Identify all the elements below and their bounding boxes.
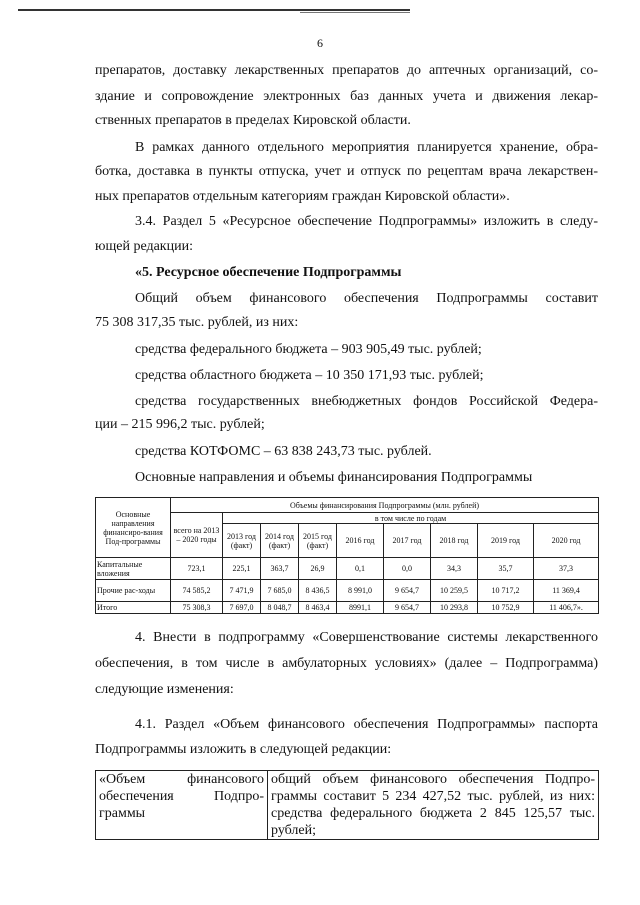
section-heading: «5. Ресурсное обеспечение Подпрограммы bbox=[135, 265, 402, 280]
table-row bbox=[96, 580, 599, 602]
text-line: 75 308 317,35 тыс. рублей, из них: bbox=[95, 315, 299, 330]
text-line: ботка, доставка в пункты отпуска, учет и отпуск по рецептам врача лекарствен- bbox=[95, 164, 598, 179]
header-volumes: Объемы финансирования Подпрограммы (млн. рублей) bbox=[171, 498, 599, 513]
page-number: 6 bbox=[317, 36, 323, 50]
table-cell: 37,3 bbox=[534, 558, 599, 580]
passport-label-line: граммы bbox=[99, 806, 146, 821]
year-header: 2013 год (факт) bbox=[223, 524, 261, 558]
table-cell: 34,3 bbox=[431, 558, 478, 580]
text-line: ственных препаратов в пределах Кировской области. bbox=[95, 113, 411, 128]
passport-table bbox=[95, 770, 599, 840]
table-cell: 8 436,5 bbox=[299, 580, 337, 602]
passport-label-cell bbox=[96, 771, 268, 840]
table-cell: 11 406,7». bbox=[534, 602, 599, 614]
passport-value-line: рублей; bbox=[271, 823, 316, 838]
header-including: в том числе по годам bbox=[223, 513, 599, 524]
passport-value-line: общий объем финансового обеспечения Подпро- bbox=[271, 772, 595, 787]
table-cell: 8 991,0 bbox=[337, 580, 384, 602]
table-cell: 9 654,7 bbox=[384, 580, 431, 602]
row-label: Прочие рас-ходы bbox=[96, 580, 171, 602]
table-cell: 26,9 bbox=[299, 558, 337, 580]
row-total: 74 585,2 bbox=[171, 580, 223, 602]
year-header: 2020 год bbox=[534, 524, 599, 558]
year-header: 2016 год bbox=[337, 524, 384, 558]
text-line: обеспечения, в том числе в амбулаторных условиях» (далее – Подпрограмма) bbox=[95, 656, 598, 671]
passport-value-line: граммы составит 5 234 427,52 тыс. рублей, из них: bbox=[271, 789, 595, 804]
year-header: 2015 год (факт) bbox=[299, 524, 337, 558]
table-row bbox=[96, 602, 599, 614]
table-cell: 8991,1 bbox=[337, 602, 384, 614]
text-line: следующие изменения: bbox=[95, 682, 234, 697]
passport-value-line: средства федерального бюджета 2 845 125,57 тыс. bbox=[271, 806, 595, 821]
text-line: 4. Внести в подпрограмму «Совершенствование системы лекарственного bbox=[135, 630, 598, 645]
passport-value-cell bbox=[268, 771, 599, 840]
year-header: 2017 год bbox=[384, 524, 431, 558]
table-cell: 10 717,2 bbox=[478, 580, 534, 602]
table-cell: 363,7 bbox=[261, 558, 299, 580]
table-cell: 225,1 bbox=[223, 558, 261, 580]
table-cell: 11 369,4 bbox=[534, 580, 599, 602]
text-line: средства областного бюджета – 10 350 171,93 тыс. рублей; bbox=[135, 368, 484, 383]
text-line: 4.1. Раздел «Объем финансового обеспечения Подпрограммы» паспорта bbox=[135, 717, 598, 732]
table-cell: 10 293,8 bbox=[431, 602, 478, 614]
financing-table bbox=[95, 497, 599, 614]
text-line: ции – 215 996,2 тыс. рублей; bbox=[95, 417, 265, 432]
table-cell: 8 463,4 bbox=[299, 602, 337, 614]
text-line: В рамках данного отдельного мероприятия планируется хранение, обра- bbox=[135, 140, 598, 155]
text-line: здание и сопровождение электронных баз данных учета и движения лекар- bbox=[95, 89, 598, 104]
top-rule-thin bbox=[300, 12, 410, 13]
text-line: ющей редакции: bbox=[95, 239, 193, 254]
table-cell: 9 654,7 bbox=[384, 602, 431, 614]
table-cell: 8 048,7 bbox=[261, 602, 299, 614]
table-cell: 35,7 bbox=[478, 558, 534, 580]
text-line: средства федерального бюджета – 903 905,49 тыс. рублей; bbox=[135, 342, 482, 357]
table-cell: 7 471,9 bbox=[223, 580, 261, 602]
table-cell: 0,0 bbox=[384, 558, 431, 580]
row-label: Капитальные вложения bbox=[96, 558, 171, 580]
passport-label-line: «Объем финансового bbox=[99, 772, 264, 787]
header-total: всего на 2013 – 2020 годы bbox=[171, 513, 223, 558]
top-rule bbox=[18, 9, 410, 11]
text-line: препаратов, доставку лекарственных препаратов до аптечных организаций, со- bbox=[95, 63, 598, 78]
table-cell: 0,1 bbox=[337, 558, 384, 580]
row-label: Итого bbox=[96, 602, 171, 614]
text-line: средства КОТФОМС – 63 838 243,73 тыс. рублей. bbox=[135, 444, 432, 459]
row-total: 723,1 bbox=[171, 558, 223, 580]
text-line: Общий объем финансового обеспечения Подпрограммы составит bbox=[135, 291, 598, 306]
table-cell: 10 259,5 bbox=[431, 580, 478, 602]
text-line: Основные направления и объемы финансирования Подпрограммы bbox=[135, 470, 533, 485]
passport-label-line: обеспечения Подпро- bbox=[99, 789, 264, 804]
table-cell: 10 752,9 bbox=[478, 602, 534, 614]
header-directions: Основные направления финансиро-вания Под-программы bbox=[96, 498, 171, 558]
text-line: Подпрограммы изложить в следующей редакции: bbox=[95, 742, 392, 757]
row-total: 75 308,3 bbox=[171, 602, 223, 614]
text-line: средства государственных внебюджетных фондов Российской Федера- bbox=[135, 394, 598, 409]
table-row bbox=[96, 558, 599, 580]
year-header: 2019 год bbox=[478, 524, 534, 558]
table-cell: 7 697,0 bbox=[223, 602, 261, 614]
text-line: 3.4. Раздел 5 «Ресурсное обеспечение Подпрограммы» изложить в следу- bbox=[135, 214, 598, 229]
text-line: ных препаратов отдельным категориям граждан Кировской области». bbox=[95, 189, 510, 204]
year-header: 2018 год bbox=[431, 524, 478, 558]
table-cell: 7 685,0 bbox=[261, 580, 299, 602]
year-header: 2014 год (факт) bbox=[261, 524, 299, 558]
